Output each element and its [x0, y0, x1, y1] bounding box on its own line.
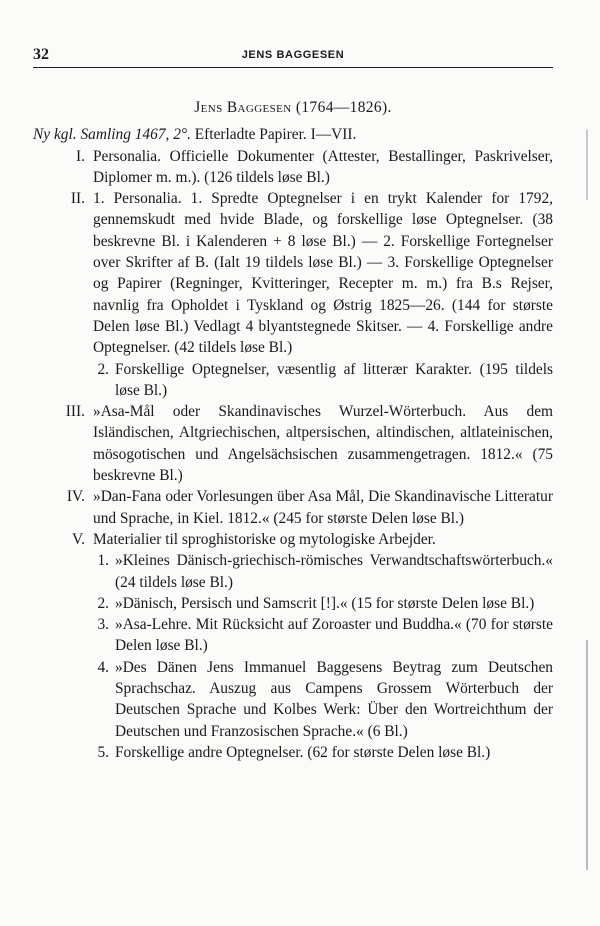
entry: [33, 188, 553, 358]
entry-text: Forskellige andre Optegnelser. (62 for største Delen løse Bl.): [115, 743, 491, 761]
running-head: JENS BAGGESEN: [241, 49, 345, 61]
collection-ref: Ny kgl. Samling 1467, 2°.: [33, 126, 191, 144]
page-header: [33, 46, 553, 66]
source-description: Efterladte Papirer. I—VII.: [190, 126, 357, 144]
page-number: 32: [33, 46, 49, 63]
source-line: [33, 124, 553, 145]
entry-text: »Kleines Dänisch-griechisch-römisches Verwandtschaftswörterbuch.« (24 tildels løse Bl.): [115, 552, 553, 591]
scan-edge-mark: [586, 130, 588, 200]
author-dates: (1764—1826).: [291, 99, 392, 116]
entry-number: V.: [72, 530, 85, 548]
entry-number: III.: [65, 403, 85, 421]
entry: [33, 401, 553, 486]
entry-text: Personalia. Officielle Dokumenter (Attester, Bestallinger, Paskrivelser, Diplomer m. m.). (126 tildels løse Bl.): [93, 147, 553, 186]
scan-edge-mark: [586, 640, 588, 870]
sub-entry: [33, 550, 553, 593]
entry-number: 1.: [97, 552, 109, 570]
entry-number: 2.: [97, 594, 109, 612]
author-name: Jens Baggesen: [194, 99, 292, 116]
entry-text: 1. Personalia. 1. Spredte Optegnelser i en trykt Kalender for 1792, gennemskudt med hvide Blade, og forskellige løse Optegnelser. (38 beskrevne Bl. i Kalenderen + 8 løse Bl.) — 2. Forskellige Fortegnelser over Skrifter af B. (Ialt 19 tildels løse Bl.) — 3. Forskellige Optegnelser og Papirer (Regninger, Kvitteringer, Recepter m. m.) fra B.s Rejser, navnlig fra Opholdet i Tyskland og Østrig 1825—26. (144 for største Delen løse Bl.) Vedlagt 4 blyantstegnede Skitser. — 4. Forskellige andre Optegnelser. (42 tildels løse Bl.): [93, 190, 553, 357]
page-body: [33, 97, 553, 763]
entries-list: [33, 146, 553, 764]
entry-text: Materialier til sproghistoriske og mytologiske Arbejder.: [93, 530, 436, 548]
sub-entry: [33, 359, 553, 402]
entry-text: »Asa-Mål oder Skandinavisches Wurzel-Wörterbuch. Aus dem Isländischen, Altgriechischen, altpersischen, altindischen, altlateinischen, mösogotischen und Angelsächsischen zusammengetragen. 1812.« (75 beskrevne Bl.): [93, 403, 553, 485]
entry-number: IV.: [66, 488, 85, 506]
entry-number: 3.: [97, 616, 109, 634]
entry-number: 5.: [97, 743, 109, 761]
sub-entry: [33, 657, 553, 742]
entry-text: »Dänisch, Persisch und Samscrit [!].« (15 for største Delen løse Bl.): [115, 594, 535, 612]
entry-number: 2.: [97, 360, 109, 378]
entry-number: II.: [70, 190, 85, 208]
entry-number: I.: [76, 147, 85, 165]
entry: [33, 486, 553, 529]
entry-text: Forskellige Optegnelser, væsentlig af litterær Karakter. (195 tildels løse Bl.): [115, 360, 553, 399]
entry-number: 4.: [97, 658, 109, 676]
header-rule: [33, 67, 553, 68]
section-title: [33, 97, 553, 118]
entry: [33, 529, 553, 550]
entry-text: »Asa-Lehre. Mit Rücksicht auf Zoroaster und Buddha.« (70 for største Delen løse Bl.): [115, 616, 553, 655]
sub-entry: [33, 742, 553, 763]
entry: [33, 146, 553, 189]
entry-text: »Dan-Fana oder Vorlesungen über Asa Mål, Die Skandinavische Litteratur und Sprache, in Kiel. 1812.« (245 for største Delen løse Bl.): [93, 488, 553, 527]
entry-text: »Des Dänen Jens Immanuel Baggesens Beytrag zum Deutschen Sprachschaz. Auszug aus Campens Grossem Wörterbuch der Deutschen Sprache und Kolbes Werk: Über den Wortreichthum der Deutschen und Franzosischen Sprache.« (6 Bl.): [115, 658, 553, 740]
sub-entry: [33, 614, 553, 657]
sub-entry: [33, 593, 553, 614]
